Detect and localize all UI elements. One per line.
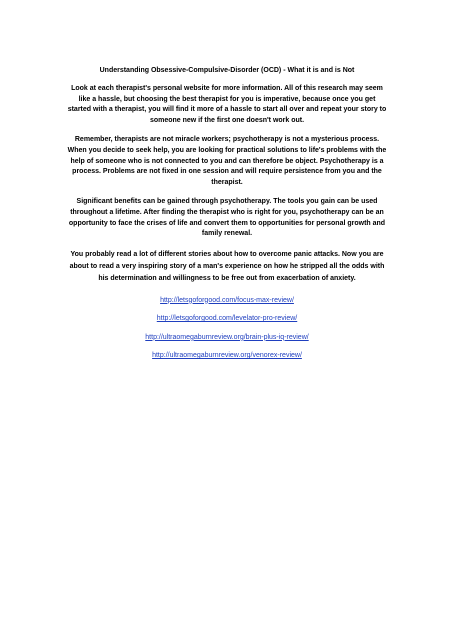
link-list	[67, 296, 387, 362]
link-venorex-review[interactable]: http://ultraomegaburnreview.org/venorex-review/	[152, 352, 302, 360]
paragraph-significant-benefits: Significant benefits can be gained through psychotherapy. The tools you gain can be used throughout a lifetime. After finding the therapist who is right for you, psychotherapy can be an opportunity to face the crises of life and convert them to opportunities for personal growth and family renewal.	[68, 198, 386, 238]
document-title: Understanding Obsessive-Compulsive-Disorder (OCD) - What it is and is Not	[99, 67, 355, 74]
paragraph-therapist-website: Look at each therapist's personal website for more information. All of this research may seem like a hassle, but choosing the best therapist for you is imperative, because once you get started with a therapist, you will find it more of a hassle to start all over and repeat your story to someone new if the first one doesn't work out.	[67, 85, 387, 124]
paragraph-not-miracle-workers: Remember, therapists are not miracle workers; psychotherapy is not a mysterious process. When you decide to seek help, you are looking for practical solutions to life's problems with the help of someone who is not connected to you and can therefore be object. Psychotherapy is a process. Problems are not fixed in one session and will require persistence from you and the therapist.	[67, 136, 387, 186]
paragraph-panic-attacks-story: You probably read a lot of different stories about how to overcome panic attacks. Now you are about to read a very inspiring story of a man's experience on how he stripped all the odds with his determination and willingness to be free out from exacerbation of anxiety.	[69, 250, 385, 283]
link-focus-max-review[interactable]: http://letsgoforgood.com/focus-max-review/	[160, 296, 294, 304]
link-levelator-pro-review[interactable]: http://letsgoforgood.com/levelator-pro-review/	[156, 315, 298, 323]
document-page	[67, 66, 387, 370]
link-brain-plus-iq-review[interactable]: http://ultraomegaburnreview.org/brain-plus-iq-review/	[145, 333, 309, 341]
